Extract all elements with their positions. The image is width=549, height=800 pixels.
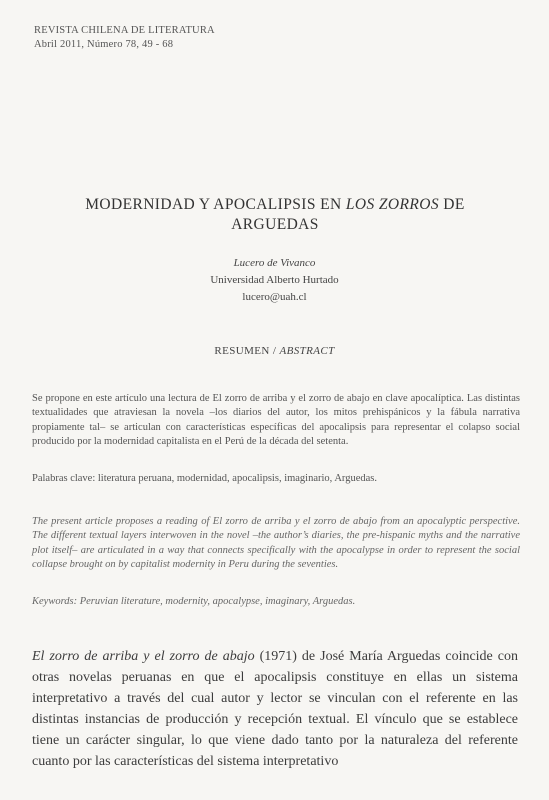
- title-part1: MODERNIDAD Y APOCALIPSIS EN: [85, 196, 346, 213]
- resumen-label: RESUMEN /: [214, 345, 280, 357]
- title-part2: DE: [439, 196, 465, 213]
- abstract-english: The present article proposes a reading of El zorro de arriba y el zorro de abajo from an apocalyptic perspective. The different textual layers interwoven in the novel –the author’s diaries, the pre-hispanic myths and the narrative plot itself– are articulated in a way that connects specifically with the apocalypse in order to represent the social collapse brought on by capitalist modernity in Peru during the seventies.: [32, 515, 520, 570]
- keywords-spanish: Palabras clave: literatura peruana, modernidad, apocalipsis, imaginario, Arguedas.: [32, 472, 378, 484]
- title-line2: ARGUEDAS: [231, 216, 319, 233]
- title-italic: LOS ZORROS: [345, 196, 440, 213]
- issue-info: Abril 2011, Número 78, 49 - 68: [34, 39, 174, 50]
- journal-name: REVISTA CHILENA DE LITERATURA: [34, 25, 215, 36]
- running-head: [34, 24, 215, 52]
- author-block: [0, 255, 549, 306]
- body-italic-title: El zorro de arriba y el zorro de abajo: [32, 649, 255, 664]
- body-paragraph: [32, 646, 518, 772]
- abstract-spanish: Se propone en este artículo una lectura de El zorro de arriba y el zorro de abajo en clave apocalíptica. Las distintas textualidades que atraviesan la novela –los diarios del autor, los mitos prehispánicos y la fábula narrativa propiamente tal– se articulan con características específicas del apocalipsis para representar el colapso social producido por la modernidad capitalista en el Perú de la década del setenta.: [32, 392, 520, 447]
- author-affiliation: Universidad Alberto Hurtado: [210, 274, 339, 286]
- abstract-label: ABSTRACT: [279, 345, 335, 357]
- article-title: [40, 195, 510, 235]
- author-name: Lucero de Vivanco: [233, 257, 316, 269]
- body-text: (1971) de José María Arguedas coincide con otras novelas peruanas en que el apocalipsis constituye en ellas un sistema interpretativo a través del cual autor y lector se vinculan con el referente en las distintas instancias de producción y recepción textual. El vínculo que se establece tiene un carácter singular, lo que viene dado tanto por la naturaleza del referente cuanto por las características del sistema interpretativo: [32, 649, 518, 769]
- keywords-english: Keywords: Peruvian literature, modernity, apocalypse, imaginary, Arguedas.: [32, 595, 356, 607]
- section-heading: [0, 345, 549, 357]
- author-email: lucero@uah.cl: [242, 291, 307, 303]
